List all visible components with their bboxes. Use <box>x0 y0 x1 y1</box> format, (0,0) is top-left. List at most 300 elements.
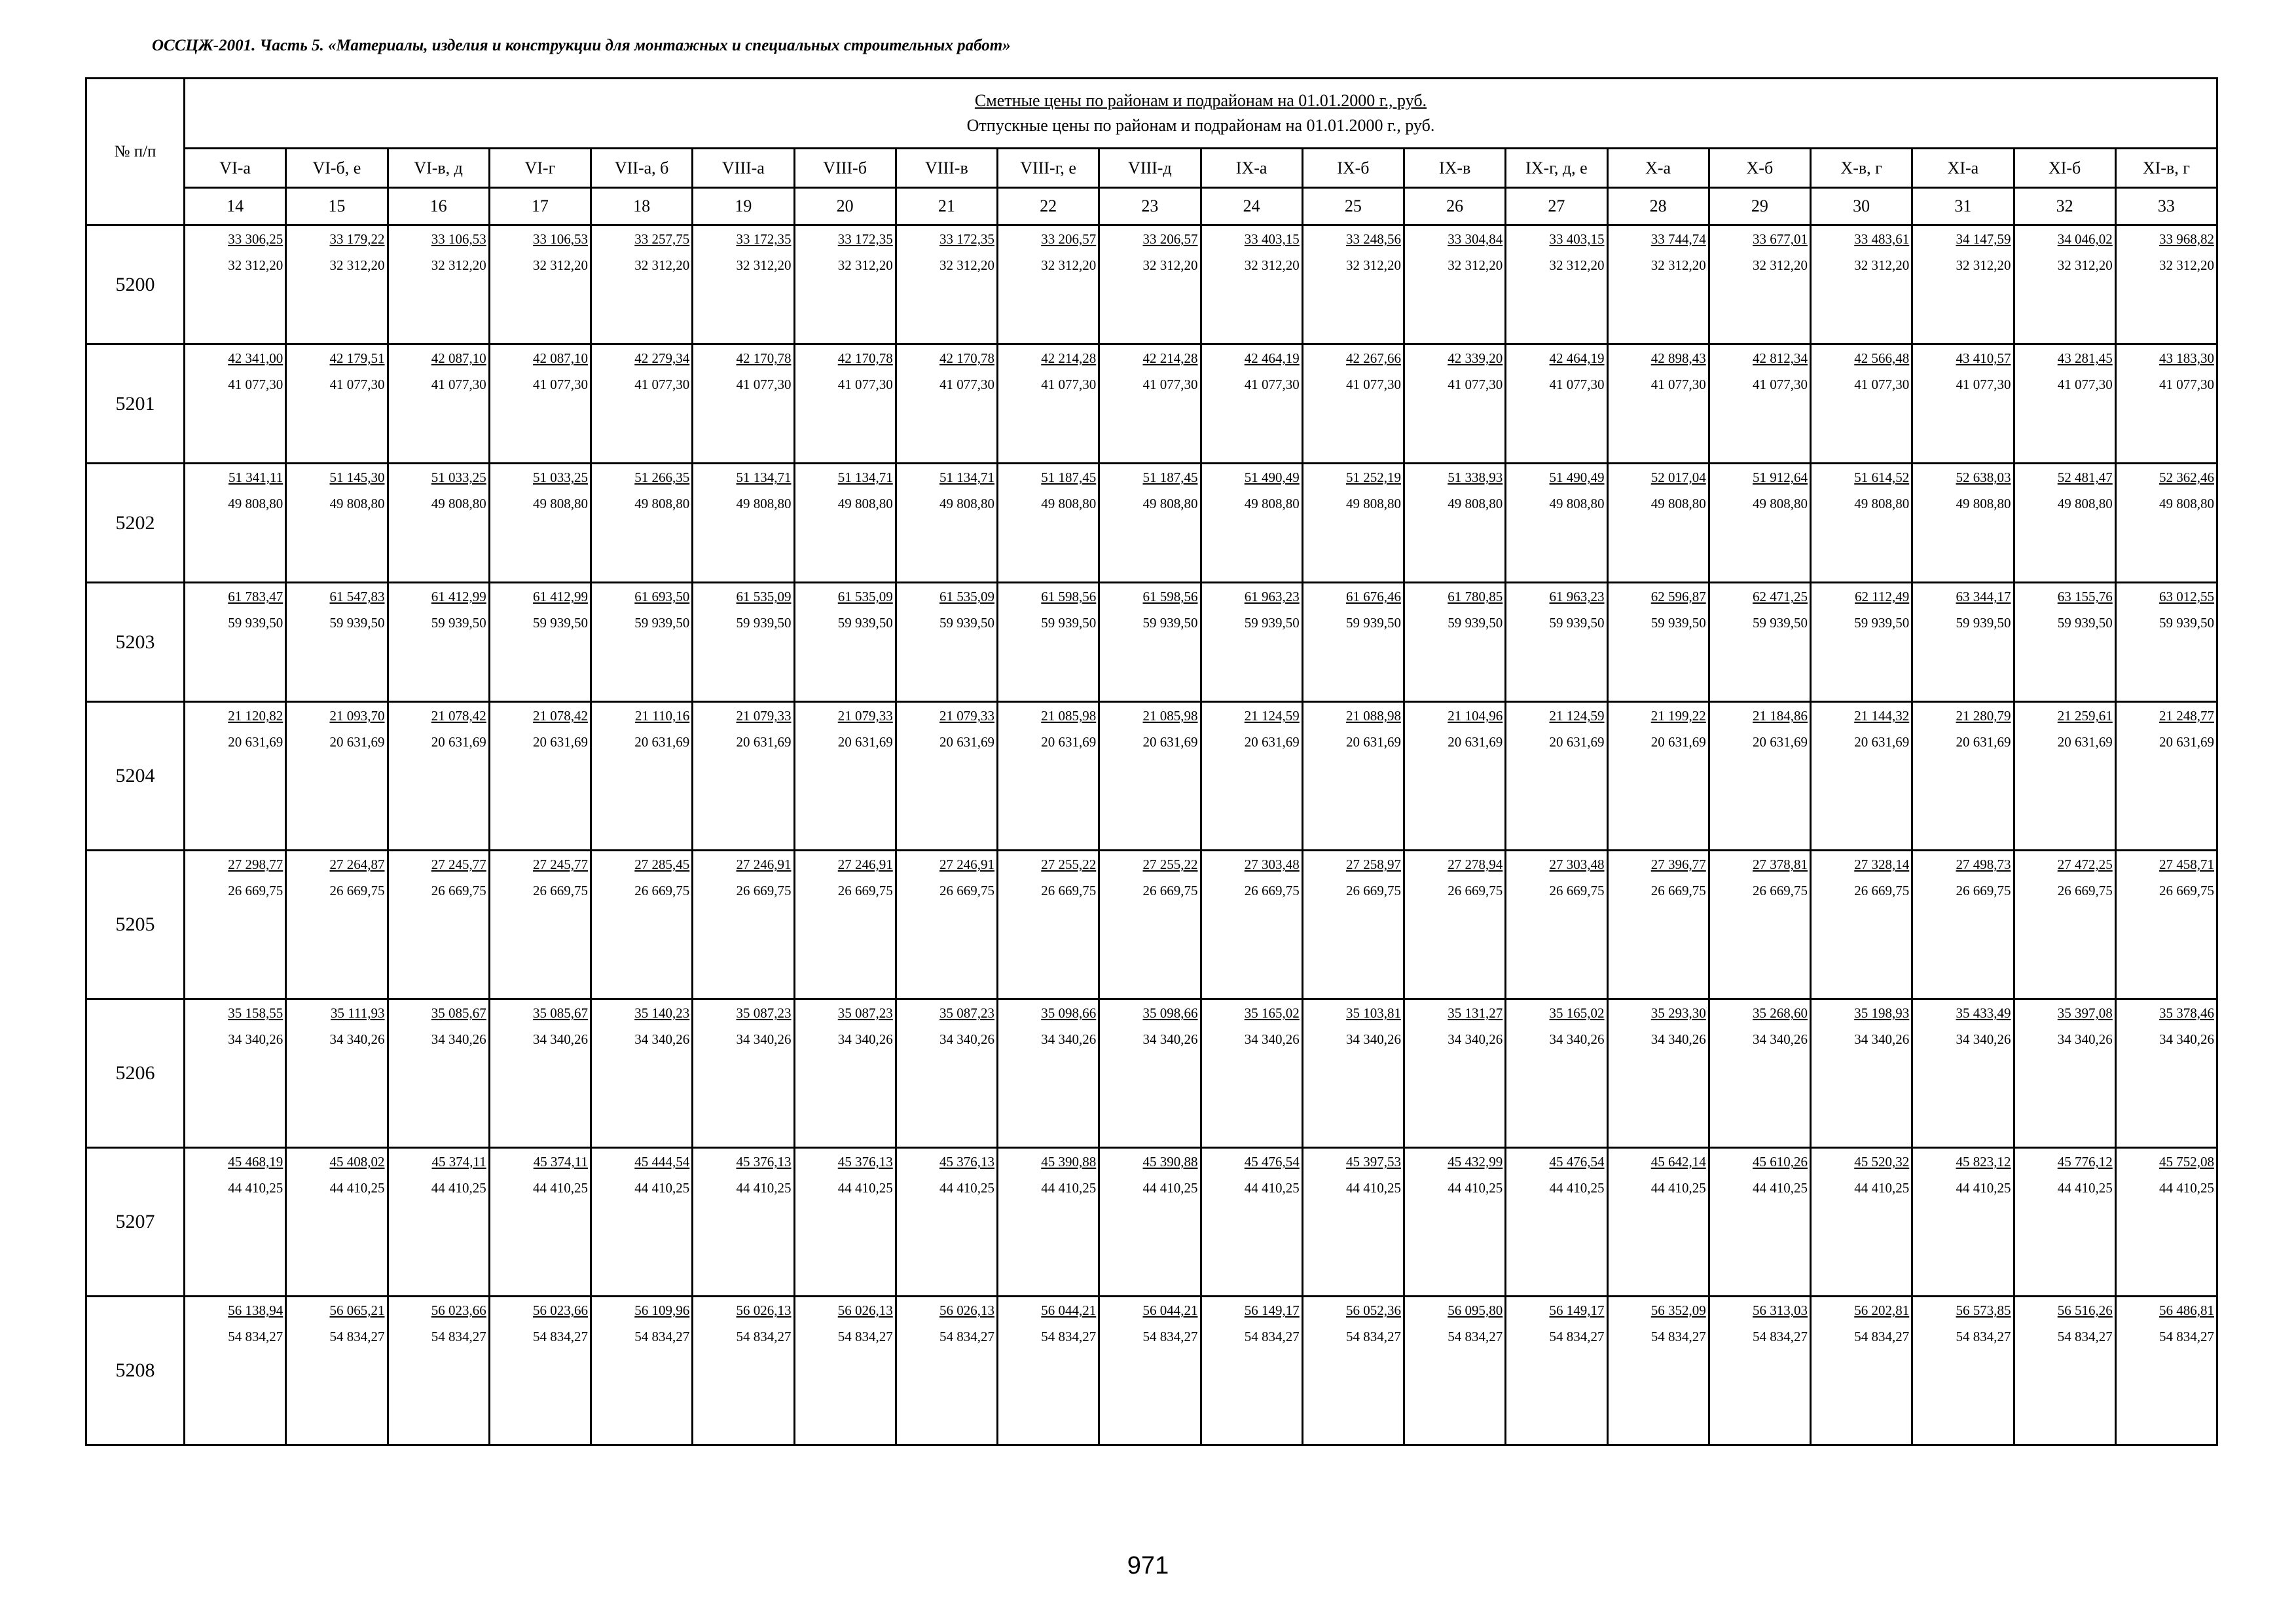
price-cell <box>998 583 1099 702</box>
price-cell <box>1099 1148 1201 1297</box>
estimate-price: 21 144,32 <box>1854 708 1910 724</box>
release-price: 20 631,69 <box>2159 734 2214 750</box>
release-price: 32 312,20 <box>2057 257 2113 273</box>
column-number: 33 <box>2115 188 2217 225</box>
estimate-price: 45 776,12 <box>2057 1154 2113 1170</box>
item-code: 5207 <box>86 1148 185 1297</box>
region-header: IX-г, д, е <box>1506 149 1607 188</box>
release-price: 20 631,69 <box>1549 734 1605 750</box>
table-row <box>86 583 2217 702</box>
release-price: 34 340,26 <box>329 1031 385 1047</box>
release-price: 41 077,30 <box>1448 377 1503 392</box>
estimate-price: 63 344,17 <box>1956 589 2011 604</box>
price-cell <box>591 344 693 464</box>
estimate-price: 35 087,23 <box>736 1005 792 1021</box>
release-price: 59 939,50 <box>1448 615 1503 631</box>
release-price: 20 631,69 <box>2057 734 2113 750</box>
price-cell <box>185 851 286 999</box>
table-row <box>86 1148 2217 1297</box>
column-number: 24 <box>1201 188 1302 225</box>
release-price: 34 340,26 <box>533 1031 588 1047</box>
price-cell <box>185 225 286 344</box>
price-cell <box>1607 1297 1709 1445</box>
estimate-price: 21 124,59 <box>1244 708 1300 724</box>
price-cell <box>794 1297 896 1445</box>
table-row <box>86 464 2217 583</box>
price-cell <box>2115 1148 2217 1297</box>
price-cell <box>489 344 591 464</box>
price-cell <box>1302 1148 1404 1297</box>
estimate-price: 42 898,43 <box>1650 350 1706 366</box>
release-price: 32 312,20 <box>1244 257 1300 273</box>
estimate-price: 52 017,04 <box>1650 470 1706 485</box>
release-price: 32 312,20 <box>228 257 283 273</box>
estimate-price: 42 341,00 <box>228 350 283 366</box>
price-cell <box>1404 464 1506 583</box>
estimate-price: 27 458,71 <box>2159 857 2214 872</box>
column-number: 19 <box>693 188 794 225</box>
release-price: 49 808,80 <box>431 496 486 511</box>
estimate-price: 42 170,78 <box>736 350 792 366</box>
estimate-price: 45 376,13 <box>837 1154 893 1170</box>
price-cell <box>1201 999 1302 1148</box>
release-price: 26 669,75 <box>1041 883 1097 898</box>
estimate-price: 27 303,48 <box>1549 857 1605 872</box>
price-cell <box>591 464 693 583</box>
price-cell <box>1099 583 1201 702</box>
release-price: 20 631,69 <box>1650 734 1706 750</box>
estimate-price: 61 412,99 <box>533 589 588 604</box>
release-price: 41 077,30 <box>1346 377 1401 392</box>
price-cell <box>794 999 896 1148</box>
release-price: 49 808,80 <box>939 496 994 511</box>
estimate-price: 33 403,15 <box>1244 231 1300 247</box>
release-price: 41 077,30 <box>431 377 486 392</box>
price-cell <box>185 583 286 702</box>
release-price: 34 340,26 <box>736 1031 792 1047</box>
release-price: 32 312,20 <box>1650 257 1706 273</box>
estimate-price: 35 131,27 <box>1448 1005 1503 1021</box>
region-header-row <box>86 149 2217 188</box>
release-price: 32 312,20 <box>1549 257 1605 273</box>
estimate-price: 21 079,33 <box>939 708 994 724</box>
release-price: 49 808,80 <box>329 496 385 511</box>
price-cell <box>896 344 997 464</box>
price-cell <box>388 583 489 702</box>
release-price: 32 312,20 <box>939 257 994 273</box>
price-cell <box>1912 702 2014 851</box>
region-header: VI-б, е <box>286 149 388 188</box>
release-price: 59 939,50 <box>939 615 994 631</box>
price-cell <box>1709 1297 1810 1445</box>
estimate-price: 45 376,13 <box>939 1154 994 1170</box>
estimate-price: 43 281,45 <box>2057 350 2113 366</box>
estimate-price: 35 103,81 <box>1346 1005 1401 1021</box>
estimate-price: 61 693,50 <box>634 589 690 604</box>
estimate-price: 35 165,02 <box>1244 1005 1300 1021</box>
release-price: 44 410,25 <box>939 1180 994 1196</box>
estimate-price: 35 397,08 <box>2057 1005 2113 1021</box>
table-row <box>86 225 2217 344</box>
release-price: 54 834,27 <box>634 1329 690 1344</box>
column-number: 29 <box>1709 188 1810 225</box>
release-price: 41 077,30 <box>2057 377 2113 392</box>
release-price: 59 939,50 <box>837 615 893 631</box>
release-price: 32 312,20 <box>1448 257 1503 273</box>
estimate-price: 35 098,66 <box>1041 1005 1097 1021</box>
price-cell <box>2115 464 2217 583</box>
price-cell <box>998 1297 1099 1445</box>
region-header: VIII-д <box>1099 149 1201 188</box>
estimate-price: 51 134,71 <box>736 470 792 485</box>
release-price: 44 410,25 <box>1346 1180 1401 1196</box>
release-price: 59 939,50 <box>634 615 690 631</box>
price-cell <box>1709 464 1810 583</box>
price-cell <box>1506 999 1607 1148</box>
release-price: 32 312,20 <box>329 257 385 273</box>
release-price: 34 340,26 <box>1753 1031 1808 1047</box>
price-cell <box>591 583 693 702</box>
price-cell <box>896 583 997 702</box>
release-price: 32 312,20 <box>1854 257 1910 273</box>
price-cell <box>185 702 286 851</box>
estimate-price: 56 044,21 <box>1041 1302 1097 1318</box>
estimate-price: 42 087,10 <box>533 350 588 366</box>
region-header: VI-в, д <box>388 149 489 188</box>
estimate-price: 27 378,81 <box>1753 857 1808 872</box>
item-code: 5202 <box>86 464 185 583</box>
table-row <box>86 1297 2217 1445</box>
price-cell <box>1709 851 1810 999</box>
release-price: 41 077,30 <box>228 377 283 392</box>
item-code: 5200 <box>86 225 185 344</box>
price-cell <box>1811 1148 1912 1297</box>
price-cell <box>591 1297 693 1445</box>
price-cell <box>1607 851 1709 999</box>
price-cell <box>1912 1148 2014 1297</box>
column-number: 26 <box>1404 188 1506 225</box>
price-cell <box>1912 225 2014 344</box>
price-cell <box>998 464 1099 583</box>
release-price: 59 939,50 <box>2057 615 2113 631</box>
release-price: 54 834,27 <box>1041 1329 1097 1344</box>
estimate-price: 33 106,53 <box>533 231 588 247</box>
release-price: 41 077,30 <box>1142 377 1198 392</box>
release-price: 20 631,69 <box>1956 734 2011 750</box>
release-price: 34 340,26 <box>1041 1031 1097 1047</box>
estimate-price: 45 390,88 <box>1041 1154 1097 1170</box>
estimate-price: 27 303,48 <box>1244 857 1300 872</box>
estimate-price: 45 468,19 <box>228 1154 283 1170</box>
price-cell <box>1099 344 1201 464</box>
estimate-price: 35 140,23 <box>634 1005 690 1021</box>
estimate-price: 45 520,32 <box>1854 1154 1910 1170</box>
column-number: 31 <box>1912 188 2014 225</box>
estimate-price: 33 483,61 <box>1854 231 1910 247</box>
price-cell <box>591 851 693 999</box>
release-price: 32 312,20 <box>1956 257 2011 273</box>
release-price: 41 077,30 <box>1650 377 1706 392</box>
column-number: 15 <box>286 188 388 225</box>
price-cell <box>388 464 489 583</box>
price-cell <box>998 999 1099 1148</box>
estimate-price: 34 147,59 <box>1956 231 2011 247</box>
estimate-price: 61 535,09 <box>939 589 994 604</box>
release-price: 44 410,25 <box>1753 1180 1808 1196</box>
estimate-price: 42 179,51 <box>329 350 385 366</box>
estimate-price: 61 412,99 <box>431 589 486 604</box>
estimate-price: 34 046,02 <box>2057 231 2113 247</box>
release-price: 54 834,27 <box>1346 1329 1401 1344</box>
release-price: 54 834,27 <box>939 1329 994 1344</box>
price-cell <box>2014 464 2115 583</box>
price-cell <box>1201 464 1302 583</box>
release-price: 41 077,30 <box>329 377 385 392</box>
price-cell <box>1302 999 1404 1148</box>
estimate-price: 56 516,26 <box>2057 1302 2113 1318</box>
estimate-price: 45 823,12 <box>1956 1154 2011 1170</box>
price-cell <box>2115 583 2217 702</box>
estimate-price: 33 677,01 <box>1753 231 1808 247</box>
release-price: 49 808,80 <box>1244 496 1300 511</box>
price-cell <box>1709 999 1810 1148</box>
release-price: 34 340,26 <box>2057 1031 2113 1047</box>
estimate-price: 43 183,30 <box>2159 350 2214 366</box>
estimate-price: 35 111,93 <box>331 1005 385 1021</box>
price-table <box>85 77 2218 1446</box>
price-cell <box>1912 344 2014 464</box>
price-cell <box>388 702 489 851</box>
price-cell <box>1607 464 1709 583</box>
estimate-price: 42 464,19 <box>1549 350 1605 366</box>
price-cell <box>2115 1297 2217 1445</box>
price-cell <box>896 464 997 583</box>
estimate-price: 42 279,34 <box>634 350 690 366</box>
price-cell <box>1404 583 1506 702</box>
release-price: 26 669,75 <box>837 883 893 898</box>
estimate-price: 42 339,20 <box>1448 350 1503 366</box>
estimate-price: 27 396,77 <box>1650 857 1706 872</box>
price-cell <box>1404 344 1506 464</box>
estimate-price: 35 268,60 <box>1753 1005 1808 1021</box>
release-price: 44 410,25 <box>1956 1180 2011 1196</box>
estimate-price: 52 638,03 <box>1956 470 2011 485</box>
release-price: 44 410,25 <box>2057 1180 2113 1196</box>
release-price: 20 631,69 <box>329 734 385 750</box>
price-cell <box>2115 702 2217 851</box>
release-price: 44 410,25 <box>329 1180 385 1196</box>
estimate-price: 45 397,53 <box>1346 1154 1401 1170</box>
estimate-price: 51 912,64 <box>1753 470 1808 485</box>
estimate-price: 61 963,23 <box>1244 589 1300 604</box>
column-number: 18 <box>591 188 693 225</box>
region-header: VI-а <box>185 149 286 188</box>
release-price: 34 340,26 <box>1244 1031 1300 1047</box>
release-price: 26 669,75 <box>533 883 588 898</box>
price-cell <box>489 1297 591 1445</box>
price-cell <box>1201 1297 1302 1445</box>
price-cell <box>1811 1297 1912 1445</box>
release-price: 44 410,25 <box>228 1180 283 1196</box>
price-cell <box>1709 702 1810 851</box>
price-cell <box>489 851 591 999</box>
region-header: VII-а, б <box>591 149 693 188</box>
column-number: 25 <box>1302 188 1404 225</box>
release-price: 41 077,30 <box>1244 377 1300 392</box>
price-cell <box>693 702 794 851</box>
price-cell <box>794 344 896 464</box>
release-price: 44 410,25 <box>634 1180 690 1196</box>
release-price: 49 808,80 <box>1346 496 1401 511</box>
price-cell <box>286 1297 388 1445</box>
price-cell <box>591 999 693 1148</box>
estimate-price: 33 248,56 <box>1346 231 1401 247</box>
price-cell <box>1811 344 1912 464</box>
price-cell <box>794 851 896 999</box>
release-price: 49 808,80 <box>837 496 893 511</box>
release-price: 34 340,26 <box>939 1031 994 1047</box>
estimate-price: 21 120,82 <box>228 708 283 724</box>
release-price: 54 834,27 <box>837 1329 893 1344</box>
release-price: 59 939,50 <box>1549 615 1605 631</box>
price-cell <box>1099 464 1201 583</box>
release-price: 20 631,69 <box>837 734 893 750</box>
price-cell <box>998 344 1099 464</box>
estimate-price: 27 246,91 <box>837 857 893 872</box>
estimate-price: 27 246,91 <box>939 857 994 872</box>
release-price: 26 669,75 <box>2057 883 2113 898</box>
price-cell <box>2014 851 2115 999</box>
estimate-price: 61 963,23 <box>1549 589 1605 604</box>
release-price: 20 631,69 <box>431 734 486 750</box>
price-cell <box>693 1297 794 1445</box>
estimate-price: 21 078,42 <box>533 708 588 724</box>
price-cell <box>591 225 693 344</box>
price-cell <box>1912 464 2014 583</box>
price-cell <box>1099 1297 1201 1445</box>
table-row <box>86 344 2217 464</box>
estimate-price: 21 078,42 <box>431 708 486 724</box>
price-cell <box>489 464 591 583</box>
release-price: 26 669,75 <box>1549 883 1605 898</box>
table-title-row <box>86 79 2217 149</box>
estimate-price: 33 172,35 <box>837 231 893 247</box>
release-price: 49 808,80 <box>736 496 792 511</box>
estimate-price: 45 642,14 <box>1650 1154 1706 1170</box>
estimate-price: 42 214,28 <box>1142 350 1198 366</box>
estimate-price: 33 304,84 <box>1448 231 1503 247</box>
estimate-price: 33 968,82 <box>2159 231 2214 247</box>
estimate-price: 42 087,10 <box>431 350 486 366</box>
price-cell <box>998 702 1099 851</box>
price-cell <box>388 344 489 464</box>
estimate-price: 62 112,49 <box>1855 589 1910 604</box>
release-price: 54 834,27 <box>329 1329 385 1344</box>
table-body <box>86 225 2217 1445</box>
estimate-price: 21 124,59 <box>1549 708 1605 724</box>
price-cell <box>1709 583 1810 702</box>
release-price: 20 631,69 <box>1753 734 1808 750</box>
release-price: 41 077,30 <box>2159 377 2214 392</box>
estimate-price: 42 464,19 <box>1244 350 1300 366</box>
region-header: IX-в <box>1404 149 1506 188</box>
release-price: 20 631,69 <box>1346 734 1401 750</box>
estimate-price: 63 012,55 <box>2159 589 2214 604</box>
estimate-prices-title: Сметные цены по районам и подрайонам на 01.01.2000 г., руб. <box>974 91 1427 110</box>
price-cell <box>591 702 693 851</box>
price-cell <box>1201 344 1302 464</box>
estimate-price: 43 410,57 <box>1956 350 2011 366</box>
price-cell <box>2014 1148 2115 1297</box>
estimate-price: 35 378,46 <box>2159 1005 2214 1021</box>
release-price: 44 410,25 <box>1244 1180 1300 1196</box>
estimate-price: 33 206,57 <box>1041 231 1097 247</box>
release-price: 54 834,27 <box>533 1329 588 1344</box>
release-price: 20 631,69 <box>228 734 283 750</box>
column-number: 14 <box>185 188 286 225</box>
price-cell <box>1811 225 1912 344</box>
release-price: 34 340,26 <box>837 1031 893 1047</box>
price-cell <box>1302 702 1404 851</box>
estimate-price: 33 172,35 <box>939 231 994 247</box>
estimate-price: 61 783,47 <box>228 589 283 604</box>
release-price: 54 834,27 <box>736 1329 792 1344</box>
price-cell <box>388 851 489 999</box>
estimate-price: 27 328,14 <box>1854 857 1910 872</box>
release-price: 59 939,50 <box>1956 615 2011 631</box>
release-price: 54 834,27 <box>1549 1329 1605 1344</box>
estimate-price: 56 065,21 <box>329 1302 385 1318</box>
region-header: X-а <box>1607 149 1709 188</box>
column-number: 32 <box>2014 188 2115 225</box>
price-cell <box>286 225 388 344</box>
release-price: 54 834,27 <box>1244 1329 1300 1344</box>
release-price: 44 410,25 <box>736 1180 792 1196</box>
price-cell <box>1404 225 1506 344</box>
item-code: 5201 <box>86 344 185 464</box>
estimate-price: 45 476,54 <box>1244 1154 1300 1170</box>
estimate-price: 61 598,56 <box>1041 589 1097 604</box>
price-cell <box>1201 851 1302 999</box>
release-price: 32 312,20 <box>431 257 486 273</box>
estimate-price: 51 033,25 <box>431 470 486 485</box>
estimate-price: 45 476,54 <box>1549 1154 1605 1170</box>
price-cell <box>896 225 997 344</box>
estimate-price: 56 313,03 <box>1753 1302 1808 1318</box>
price-cell <box>1811 464 1912 583</box>
price-cell <box>794 225 896 344</box>
price-cell <box>1506 1148 1607 1297</box>
price-cell <box>896 999 997 1148</box>
price-cell <box>1506 583 1607 702</box>
price-cell <box>286 851 388 999</box>
release-price: 54 834,27 <box>1448 1329 1503 1344</box>
estimate-price: 35 085,67 <box>533 1005 588 1021</box>
price-cell <box>286 999 388 1148</box>
estimate-price: 45 432,99 <box>1448 1154 1503 1170</box>
price-cell <box>286 1148 388 1297</box>
release-price: 26 669,75 <box>2159 883 2214 898</box>
estimate-price: 56 026,13 <box>939 1302 994 1318</box>
estimate-price: 56 352,09 <box>1650 1302 1706 1318</box>
price-cell <box>1709 225 1810 344</box>
release-price: 26 669,75 <box>1650 883 1706 898</box>
price-cell <box>489 999 591 1148</box>
estimate-price: 51 187,45 <box>1142 470 1198 485</box>
price-cell <box>1099 999 1201 1148</box>
estimate-price: 33 206,57 <box>1142 231 1198 247</box>
price-cell <box>1404 1297 1506 1445</box>
